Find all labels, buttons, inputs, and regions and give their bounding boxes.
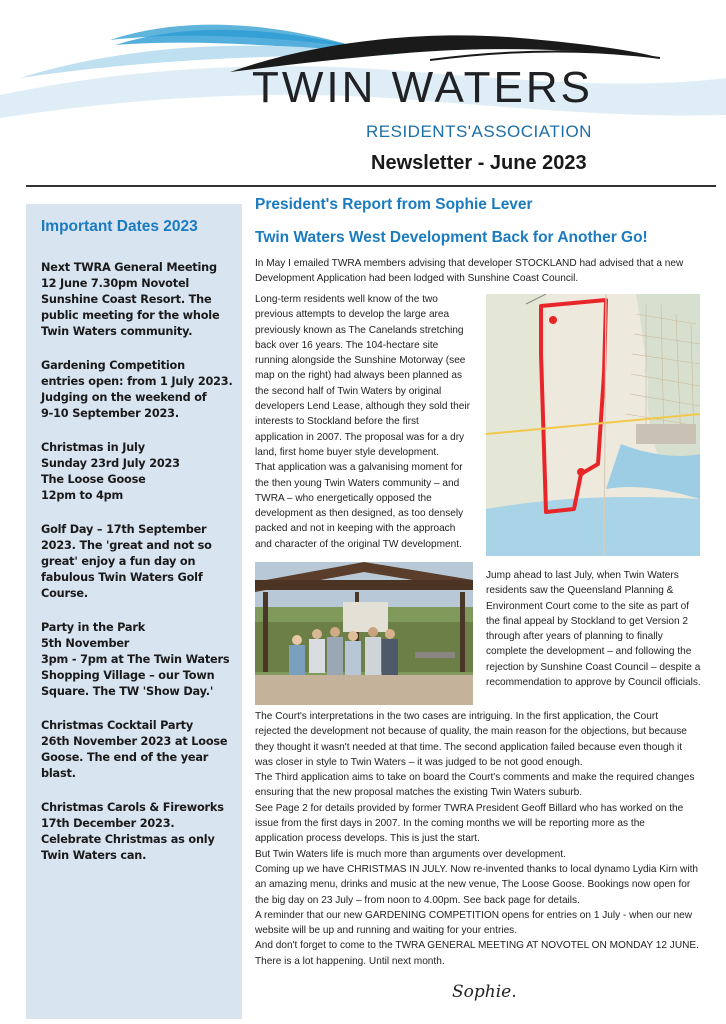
event-line: Christmas in July [41, 441, 145, 454]
body-line: The Court's interpretations in the two cases are intriguing. In the first application, the Court [255, 711, 659, 722]
history-line: Long-term residents well know of the two [255, 294, 438, 305]
intro-paragraph [255, 256, 683, 287]
court-visit-line: recommendation to approve by Council officials. [486, 677, 701, 689]
history-line: the second half of Twin Waters by original [255, 385, 442, 397]
history-line: previous attempts to develop the large area [255, 309, 450, 321]
event-item [41, 358, 232, 422]
brand-sub: RESIDENTS'ASSOCIATION [366, 122, 592, 141]
event-line: entries open: from 1 July 2023. [41, 375, 233, 388]
event-item [41, 260, 232, 340]
report-heading: President's Report from Sophie Lever [255, 196, 533, 213]
event-line: 17th December 2023. [41, 817, 175, 830]
court-visit-paragraph [486, 568, 701, 690]
event-line: Sunday 23rd July 2023 [41, 457, 180, 470]
event-line: Twin Waters community. [41, 325, 193, 338]
history-line: developers Lend Lease, although they sold their [255, 401, 470, 413]
history-line: running alongside the Sunshine Motorway (see [255, 355, 466, 367]
event-item [41, 522, 232, 602]
intro-line: In May I emailed TWRA members advising that developer STOCKLAND had advised that a new [255, 258, 684, 269]
event-line: 2023. The 'great and not so [41, 539, 212, 552]
event-line: Christmas Carols & Fireworks [41, 801, 224, 814]
body-line: issue from the first days in 2007. In the coming months we will be reporting more as the [255, 818, 645, 830]
event-line: Twin Waters can. [41, 849, 147, 862]
site-map-image [486, 294, 700, 556]
body-line: rejected the development not because of quality, the main reason for the objections, but because [255, 726, 687, 738]
body-line: website will be up and running and waiting for your entries. [255, 925, 518, 937]
court-visit-line: Environment Court come to the site as part of [486, 600, 690, 612]
body-line: A reminder that our new GARDENING COMPETITION opens for entries on 1 July - when our new [255, 909, 693, 921]
event-item [41, 440, 232, 504]
event-line: public meeting for the whole [41, 309, 220, 322]
signature: Sophie. [452, 982, 517, 1002]
report-subheading: Twin Waters West Development Back for Another Go! [255, 229, 648, 246]
event-line: 9-10 September 2023. [41, 407, 179, 420]
event-item [41, 718, 232, 782]
body-line: was closer in style to Twin Waters – it was judged to be not good enough. [255, 756, 583, 768]
event-line: blast. [41, 767, 76, 780]
body-paragraphs [255, 709, 699, 969]
event-item [41, 800, 232, 864]
important-dates-sidebar [26, 204, 242, 1019]
history-line: application in 2007. The proposal was for a dry [255, 431, 465, 443]
history-line: packed and not in keeping with the approach [255, 523, 456, 535]
history-line: map on the right) had always been planned as [255, 370, 463, 382]
newsletter-title: Newsletter - June 2023 [371, 152, 587, 174]
event-list [41, 260, 232, 864]
event-line: Sunshine Coast Resort. The [41, 293, 212, 306]
body-line: ensuring that the new proposal matches the existing Twin Waters suburb. [255, 787, 583, 799]
event-line: Celebrate Christmas as only [41, 833, 215, 846]
event-line: 12pm to 4pm [41, 489, 124, 502]
sidebar-title: Important Dates 2023 [41, 218, 198, 235]
event-line: Gardening Competition [41, 359, 185, 372]
masthead [0, 0, 726, 185]
court-visit-line: rejection by Sunshine Coast Council – despite a [486, 661, 701, 673]
history-line: interests to Stockland before the first [255, 416, 419, 428]
event-line: great' enjoy a fun day on [41, 555, 196, 568]
event-item [41, 620, 232, 700]
intro-line: Development Application had been lodged with Sunshine Coast Council. [255, 273, 579, 285]
history-line: development as then designed, as too densely [255, 508, 464, 520]
event-line: 26th November 2023 at Loose [41, 735, 228, 748]
body-line: There is a lot happening. Until next month. [255, 955, 445, 967]
event-line: Judging on the weekend of [41, 391, 207, 404]
court-visit-line: complete the development – and following the [486, 646, 692, 658]
event-line: Christmas Cocktail Party [41, 719, 194, 732]
history-line: and character of the original TW development. [255, 538, 462, 550]
body-line: they thought it wasn't needed at that time. The second application failed because even though it [255, 741, 683, 753]
body-line: the big day on 23 July – from noon to 4.00pm. See back page for details. [255, 894, 580, 906]
history-line: TWRA – who energetically opposed the [255, 492, 432, 504]
event-line: Course. [41, 587, 88, 600]
court-visit-line: the final appeal by Stockland to get Version 2 [486, 615, 689, 627]
header-rule [26, 185, 716, 187]
body-line: application process develops. This is just the start. [255, 833, 480, 845]
event-line: 12 June 7.30pm Novotel [41, 277, 190, 290]
event-line: fabulous Twin Waters Golf [41, 571, 203, 584]
brand-main: TWIN WATERS [252, 63, 593, 112]
court-site-visit-photo [255, 562, 473, 705]
history-line: back over 16 years. The 104-hectare site [255, 339, 439, 351]
event-line: 5th November [41, 637, 130, 650]
event-line: Golf Day – 17th September [41, 523, 207, 536]
body-line: Coming up we have CHRISTMAS IN JULY. Now re-invented thanks to local dynamo Lydia Kirn with [255, 863, 699, 875]
court-visit-line: residents saw the Queensland Planning & [486, 585, 674, 597]
history-paragraph [255, 292, 470, 552]
history-line: previously known as The Canelands stretching [255, 324, 464, 336]
history-line: That application was a galvanising moment for [255, 462, 463, 474]
event-line: The Loose Goose [41, 473, 146, 486]
event-line: Goose. The end of the year [41, 751, 209, 764]
body-line: See Page 2 for details provided by former TWRA President Geoff Billard who has worked on the [255, 802, 684, 814]
event-line: Next TWRA General Meeting [41, 261, 217, 274]
court-visit-line: through after years of planning to finally [486, 631, 663, 643]
event-line: Shopping Village – our Town [41, 669, 215, 682]
history-line: land, first home buyer style development. [255, 446, 440, 458]
event-line: 3pm - 7pm at The Twin Waters [41, 653, 230, 666]
history-line: the then young Twin Waters community – and [255, 477, 460, 489]
court-visit-line: Jump ahead to last July, when Twin Waters [486, 570, 679, 581]
body-line: But Twin Waters life is much more than arguments over development. [255, 848, 566, 860]
event-line: Square. The TW 'Show Day.' [41, 685, 214, 698]
event-line: Party in the Park [41, 621, 146, 634]
body-line: And don't forget to come to the TWRA GENERAL MEETING AT NOVOTEL ON MONDAY 12 JUNE. [255, 940, 699, 952]
body-line: The Third application aims to take on board the Court's comments and make the required changes [255, 772, 695, 784]
body-line: an amazing menu, drinks and music at the new venue, The Loose Goose. Bookings now open for [255, 879, 691, 891]
